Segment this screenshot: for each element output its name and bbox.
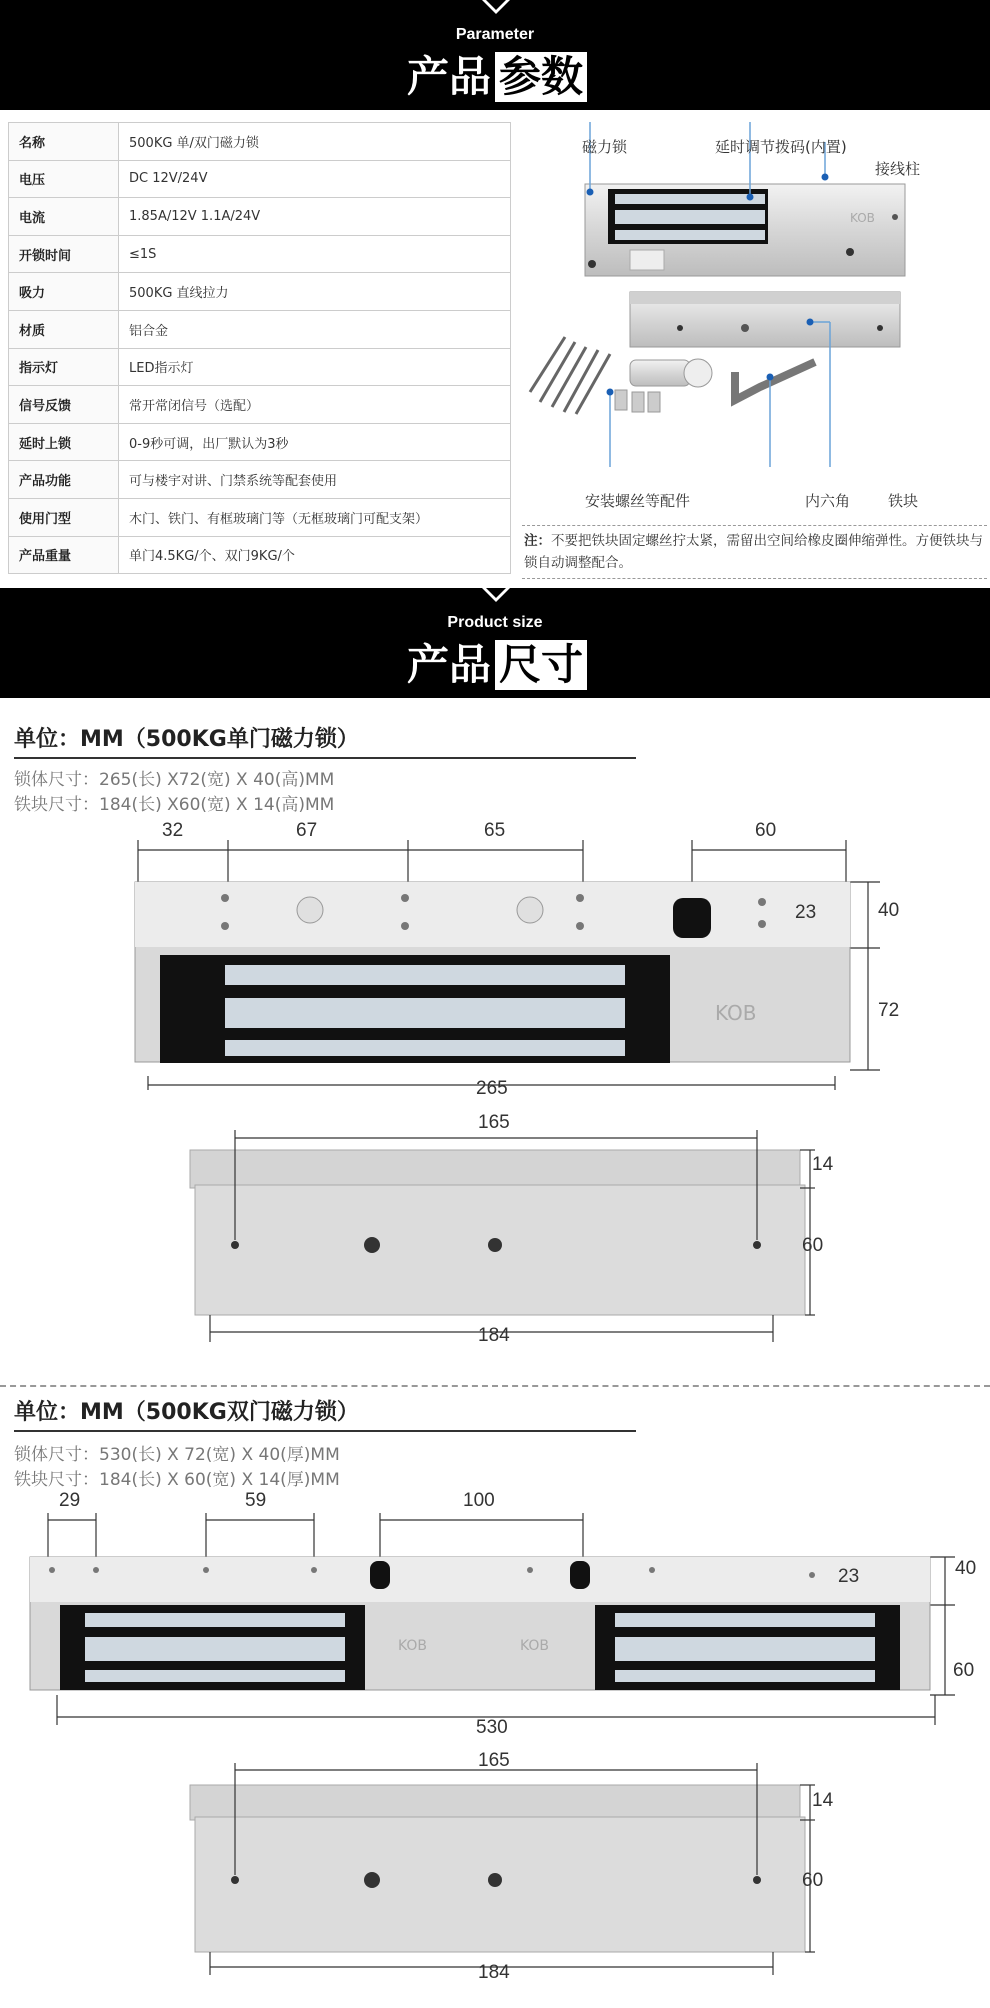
- label-hex-key: 内六角: [805, 492, 851, 510]
- param-value: 500KG 单/双门磁力锁: [119, 123, 511, 161]
- plate-dim-165: 165: [478, 1750, 510, 1771]
- param-row: [9, 160, 511, 198]
- param-key: 信号反馈: [9, 386, 119, 424]
- param-value: LED指示灯: [119, 348, 511, 386]
- dim-23: 23: [795, 902, 817, 923]
- single-lock-title: 单位：MM（500KG单门磁力锁）: [14, 722, 636, 759]
- brand-logo: KOB: [850, 211, 875, 225]
- param-row: [9, 273, 511, 311]
- product-diagram: [520, 122, 985, 572]
- dim-67: 67: [296, 820, 318, 841]
- dim-265: 265: [476, 1078, 508, 1099]
- param-key: 电压: [9, 160, 119, 198]
- dim-40: 40: [955, 1558, 977, 1579]
- single-lock-drawing: [0, 820, 990, 1380]
- brand-logo: KOB: [520, 1638, 550, 1654]
- label-delay-switch: 延时调节拨码(内置): [715, 138, 847, 156]
- dim-60: 60: [755, 820, 777, 841]
- param-value: 木门、铁门、有框玻璃门等（无框玻璃门可配支架）: [119, 498, 511, 536]
- dim-32: 32: [162, 820, 184, 841]
- brand-logo: KOB: [398, 1638, 428, 1654]
- dim-59: 59: [245, 1490, 267, 1511]
- param-row: [9, 348, 511, 386]
- plate-dim-184: 184: [478, 1962, 510, 1983]
- banner-en-title: Parameter: [455, 26, 535, 43]
- param-key: 指示灯: [9, 348, 119, 386]
- param-row: [9, 423, 511, 461]
- section-divider: [0, 1385, 990, 1387]
- param-key: 吸力: [9, 273, 119, 311]
- param-value: ≤1S: [119, 235, 511, 273]
- label-iron-plate: 铁块: [888, 492, 919, 510]
- dim-72: 72: [878, 1000, 900, 1021]
- param-row: [9, 198, 511, 236]
- parameter-banner: [0, 0, 990, 110]
- banner-cn-title: 产品 尺寸: [0, 640, 990, 690]
- plate-dim-14: 14: [812, 1790, 834, 1811]
- param-row: [9, 123, 511, 161]
- param-row: [9, 498, 511, 536]
- param-value: 铝合金: [119, 310, 511, 348]
- banner-cn-title: 产品 参数: [0, 52, 990, 102]
- param-key: 延时上锁: [9, 423, 119, 461]
- parameter-table: [8, 122, 511, 574]
- dim-65: 65: [484, 820, 506, 841]
- label-terminal: 接线柱: [875, 160, 921, 178]
- param-value: DC 12V/24V: [119, 160, 511, 198]
- dim-530: 530: [476, 1717, 508, 1738]
- plate-dim-14: 14: [812, 1154, 834, 1175]
- param-value: 500KG 直线拉力: [119, 273, 511, 311]
- plate-dim-165: 165: [478, 1112, 510, 1133]
- dim-60: 60: [953, 1660, 975, 1681]
- dim-100: 100: [463, 1490, 495, 1511]
- param-value: 单门4.5KG/个、双门9KG/个: [119, 536, 511, 574]
- single-body-spec: 锁体尺寸：265(长) X72(宽) X 40(高)MM: [14, 770, 335, 790]
- param-key: 产品功能: [9, 461, 119, 499]
- param-row: [9, 536, 511, 574]
- double-body-spec: 锁体尺寸：530(长) X 72(宽) X 40(厚)MM: [14, 1445, 340, 1465]
- plate-dim-60: 60: [802, 1235, 824, 1256]
- brand-logo: KOB: [715, 1001, 757, 1025]
- double-plate-spec: 铁块尺寸：184(长) X 60(宽) X 14(厚)MM: [14, 1470, 340, 1490]
- banner-en-title: Product size: [447, 614, 543, 631]
- param-key: 名称: [9, 123, 119, 161]
- param-value: 0-9秒可调，出厂默认为3秒: [119, 423, 511, 461]
- double-lock-title: 单位：MM（500KG双门磁力锁）: [14, 1395, 636, 1432]
- param-value: 常开常闭信号（选配）: [119, 386, 511, 424]
- plate-dim-60: 60: [802, 1870, 824, 1891]
- param-key: 开锁时间: [9, 235, 119, 273]
- param-value: 1.85A/12V 1.1A/24V: [119, 198, 511, 236]
- param-row: [9, 461, 511, 499]
- param-row: [9, 310, 511, 348]
- param-row: [9, 235, 511, 273]
- single-plate-spec: 铁块尺寸：184(长) X60(宽) X 14(高)MM: [14, 795, 335, 815]
- dim-29: 29: [59, 1490, 81, 1511]
- product-size-banner: [0, 588, 990, 698]
- plate-dim-184: 184: [478, 1325, 510, 1346]
- label-screws: 安装螺丝等配件: [585, 492, 691, 510]
- installation-note: 注：不要把铁块固定螺丝拧太紧，需留出空间给橡皮圈伸缩弹性。方便铁块与锁自动调整配合。: [522, 525, 987, 579]
- param-value: 可与楼宇对讲、门禁系统等配套使用: [119, 461, 511, 499]
- param-key: 产品重量: [9, 536, 119, 574]
- param-key: 材质: [9, 310, 119, 348]
- label-magnet-lock: 磁力锁: [582, 138, 628, 156]
- param-key: 电流: [9, 198, 119, 236]
- dim-23: 23: [838, 1566, 860, 1587]
- param-key: 使用门型: [9, 498, 119, 536]
- param-row: [9, 386, 511, 424]
- dim-40: 40: [878, 900, 900, 921]
